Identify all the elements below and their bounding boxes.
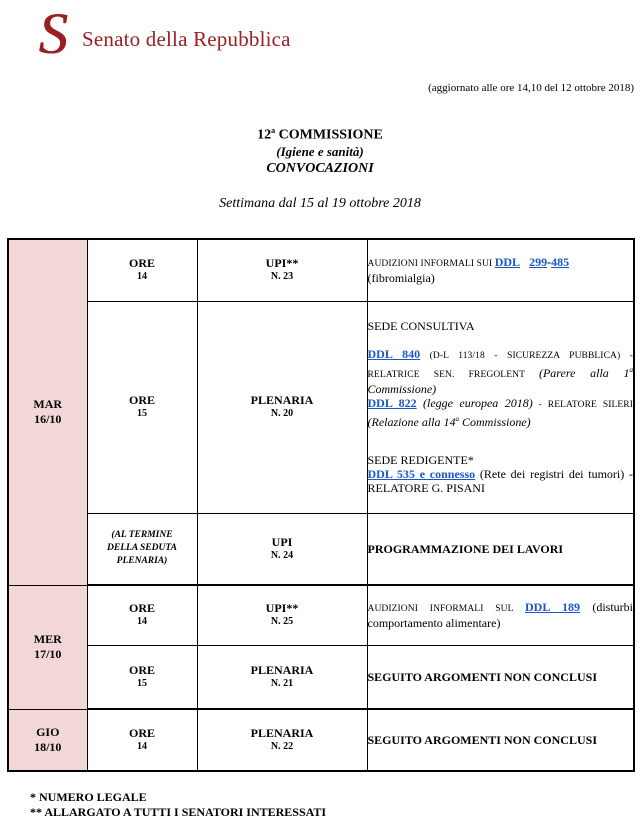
agenda-cell: PROGRAMMAZIONE DEI LAVORI xyxy=(367,513,634,585)
week-range: Settimana dal 15 al 19 ottobre 2018 xyxy=(219,196,421,211)
senate-logo: S xyxy=(38,1,68,66)
footnotes xyxy=(30,790,326,820)
session-cell: UPI** N. 23 xyxy=(197,239,367,301)
session-cell: UPI N. 24 xyxy=(197,513,367,585)
convocations-heading: CONVOCAZIONI xyxy=(266,160,374,176)
page-header xyxy=(30,1,291,66)
agenda-cell: SEDE CONSULTIVA DDL 840 (D-L 113/18 - SICUREZZA PUBBLICA) - RELATRICE SEN. FREGOLENT (Parere alla 1$^a$ Commissione) DDL 822 (legge europea 2018) - RELATORE SILERI (Relazione alla 14$^a$ Commissione) SEDE REDIGENTE* DDL 535 e connesso (Rete dei registri dei tumori) - RELATORE G. PISANI xyxy=(367,301,634,513)
session-cell: PLENARIA N. 21 xyxy=(197,645,367,709)
ddl-299-link[interactable]: 299 xyxy=(529,255,548,270)
ddl-535-entry: DDL 535 e connesso (Rete dei registri dei tumori) - RELATORE G. PISANI xyxy=(367,467,634,495)
org-name: Senato della Repubblica xyxy=(82,26,291,51)
footnote-extended: ** ALLARGATO A TUTTI I SENATORI INTERESSATI xyxy=(30,805,327,819)
time-cell: ORE 14 xyxy=(87,585,197,645)
table-row xyxy=(8,645,634,709)
table-row xyxy=(8,709,634,771)
ddl-485-link[interactable]: 485 xyxy=(551,255,570,270)
update-timestamp: (aggiornato alle ore 14,10 del 12 ottobre 2018) xyxy=(428,82,634,94)
ddl-840-link[interactable]: DDL 840 xyxy=(367,347,421,361)
commission-title: 12$^a$ COMMISSIONE xyxy=(257,126,383,143)
schedule-table xyxy=(7,238,635,772)
day-cell-gio: GIO 18/10 xyxy=(8,709,87,771)
ddl-822-entry: DDL 822 (legge europea 2018) - RELATORE SILERI (Relazione alla 14$^a$ Commissione) xyxy=(367,396,633,429)
session-cell: PLENARIA N. 20 xyxy=(197,301,367,513)
title-block xyxy=(0,122,640,177)
ddl-840-entry: DDL 840 (D-L 113/18 - SICUREZZA PUBBLICA) - RELATRICE SEN. FREGOLENT (Parere alla 1$^a$ Commissione) xyxy=(367,347,633,396)
time-cell: ORE 15 xyxy=(87,645,197,709)
table-row xyxy=(8,513,634,585)
time-cell: ORE 14 xyxy=(87,239,197,301)
ddl-822-link[interactable]: DDL 822 xyxy=(367,396,417,410)
day-cell-mer: MER 17/10 xyxy=(8,585,87,709)
time-cell: ORE 15 xyxy=(87,301,197,513)
agenda-cell: SEGUITO ARGOMENTI NON CONCLUSI xyxy=(367,709,634,771)
agenda-cell: AUDIZIONI INFORMALI SUL DDL 189 (disturbi comportamento alimentare) xyxy=(367,585,634,645)
agenda-cell: AUDIZIONI INFORMALI SUI DDL 299-485 (fibromialgia) xyxy=(367,239,634,301)
table-row xyxy=(8,585,634,645)
session-cell: UPI** N. 25 xyxy=(197,585,367,645)
agenda-cell: SEGUITO ARGOMENTI NON CONCLUSI xyxy=(367,645,634,709)
time-cell: (AL TERMINE DELLA SEDUTA PLENARIA) xyxy=(87,513,197,585)
ddl-189-link[interactable]: DDL 189 xyxy=(524,600,580,615)
session-cell: PLENARIA N. 22 xyxy=(197,709,367,771)
footnote-quorum: * NUMERO LEGALE xyxy=(30,790,147,804)
commission-subtitle: (Igiene e sanità) xyxy=(276,143,364,159)
time-cell: ORE 14 xyxy=(87,709,197,771)
table-row xyxy=(8,301,634,513)
day-cell-mar: MAR 16/10 xyxy=(8,239,87,585)
table-row xyxy=(8,239,634,301)
ddl-535-link[interactable]: DDL 535 e connesso xyxy=(367,467,476,481)
ddl-link[interactable]: DDL xyxy=(494,255,521,270)
